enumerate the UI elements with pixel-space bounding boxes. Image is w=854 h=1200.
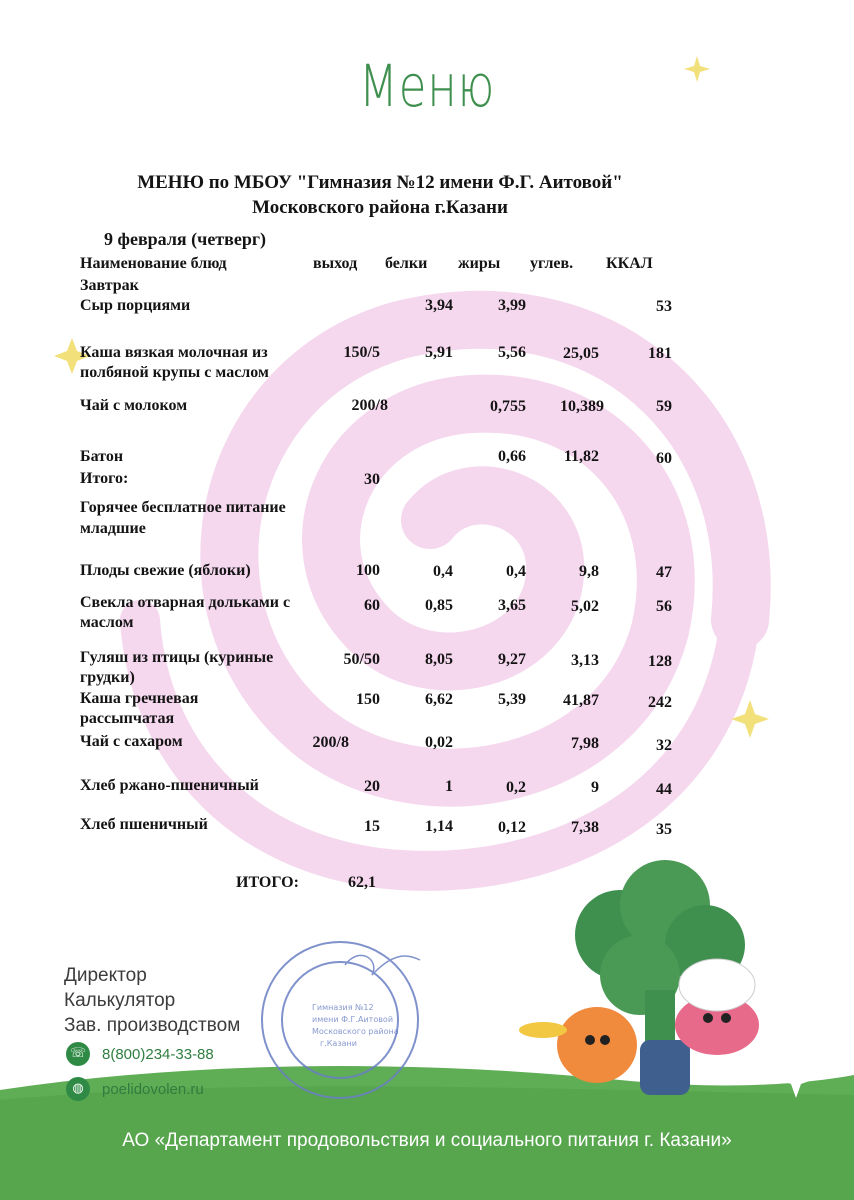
svg-text:Московского района: Московского района bbox=[312, 1027, 399, 1036]
header-protein: белки bbox=[385, 255, 428, 272]
dish-carbs: 10,389 bbox=[560, 398, 604, 415]
dish-carbs: 9 bbox=[591, 779, 599, 796]
dish-carbs: 7,98 bbox=[571, 735, 599, 752]
dish-fat: 9,27 bbox=[498, 651, 526, 668]
globe-icon: ◍ bbox=[66, 1077, 90, 1101]
svg-text:г.Казани: г.Казани bbox=[320, 1039, 357, 1048]
dish-kcal: 56 bbox=[656, 598, 672, 615]
dish-kcal: 44 bbox=[656, 781, 672, 798]
dish-name: Свекла отварная дольками с bbox=[80, 594, 291, 611]
dish-fat: 3,65 bbox=[498, 597, 526, 614]
section-lunch: Горячее бесплатное питание bbox=[80, 499, 286, 516]
dish-protein: 8,05 bbox=[425, 651, 453, 668]
dish-kcal: 53 bbox=[656, 298, 672, 315]
dish-output: 150 bbox=[356, 691, 380, 708]
dish-carbs: 41,87 bbox=[563, 692, 599, 709]
dish-carbs: 5,02 bbox=[571, 598, 599, 615]
contact-phone[interactable]: 8(800)234-33-88 bbox=[102, 1046, 214, 1063]
dish-fat: 0,2 bbox=[506, 779, 526, 796]
dish-carbs: 9,8 bbox=[579, 563, 599, 580]
dish-output: 150/5 bbox=[343, 344, 380, 361]
company-name: АО «Департамент продовольствия и социального питания г. Казани» bbox=[122, 1130, 732, 1151]
dish-kcal: 47 bbox=[656, 564, 672, 581]
dish-protein: 5,91 bbox=[425, 344, 453, 361]
dish-fat: 0,66 bbox=[498, 448, 526, 465]
dish-protein: 0,4 bbox=[433, 563, 453, 580]
grand-total-label: ИТОГО: bbox=[236, 874, 299, 891]
dish-name: Батон bbox=[80, 448, 124, 465]
dish-name-cont: полбяной крупы с маслом bbox=[80, 364, 269, 381]
dish-name: Чай с молоком bbox=[80, 397, 188, 414]
dish-carbs: 25,05 bbox=[563, 345, 599, 362]
contact-website[interactable]: poelidovolen.ru bbox=[102, 1081, 204, 1098]
dish-protein: 0,85 bbox=[425, 597, 453, 614]
dish-name-cont: грудки) bbox=[80, 669, 135, 686]
dish-kcal: 181 bbox=[648, 345, 672, 362]
dish-protein: 1,14 bbox=[425, 818, 453, 835]
dish-kcal: 60 bbox=[656, 450, 672, 467]
dish-kcal: 242 bbox=[648, 694, 672, 711]
dish-protein: 0,02 bbox=[425, 734, 453, 751]
dish-output: 100 bbox=[356, 562, 380, 579]
header-fat: жиры bbox=[458, 255, 501, 272]
header-dish-name: Наименование блюд bbox=[80, 255, 227, 272]
phone-icon: ☏ bbox=[66, 1042, 90, 1066]
svg-text:Гимназия №12: Гимназия №12 bbox=[312, 1003, 374, 1012]
dish-fat: 0,755 bbox=[490, 398, 526, 415]
dish-fat: 5,56 bbox=[498, 344, 526, 361]
dish-fat: 0,12 bbox=[498, 819, 526, 836]
dish-kcal: 128 bbox=[648, 653, 672, 670]
dish-name: Гуляш из птицы (куриные bbox=[80, 649, 274, 666]
dish-protein: 6,62 bbox=[425, 691, 453, 708]
menu-heading: МЕНЮ по МБОУ "Гимназия №12 имени Ф.Г. Аитовой" bbox=[137, 172, 623, 193]
dish-fat: 5,39 bbox=[498, 691, 526, 708]
dish-kcal: 32 bbox=[656, 737, 672, 754]
section-lunch-group: младшие bbox=[80, 520, 146, 537]
dish-name: Чай с сахаром bbox=[80, 733, 183, 750]
dish-fat: 3,99 bbox=[498, 297, 526, 314]
svg-text:имени Ф.Г.Аитовой: имени Ф.Г.Аитовой bbox=[312, 1015, 394, 1024]
dish-carbs: 7,38 bbox=[571, 819, 599, 836]
vegetable-mascots-illustration bbox=[519, 860, 759, 1095]
subtotal-value: 30 bbox=[364, 471, 380, 488]
page-title-script: Меню bbox=[358, 52, 496, 120]
header-carbs: углев. bbox=[530, 255, 574, 272]
dish-carbs: 11,82 bbox=[563, 448, 599, 465]
role-calculator: Калькулятор bbox=[64, 990, 176, 1011]
dish-output: 15 bbox=[364, 818, 380, 835]
dish-output: 20 bbox=[364, 778, 380, 795]
dish-kcal: 35 bbox=[656, 821, 672, 838]
dish-name-cont: рассыпчатая bbox=[80, 710, 175, 727]
role-production-head: Зав. производством bbox=[64, 1015, 241, 1036]
dish-output: 50/50 bbox=[343, 651, 380, 668]
header-output: выход bbox=[313, 255, 358, 272]
dish-name: Хлеб пшеничный bbox=[80, 816, 208, 833]
header-kcal: ККАЛ bbox=[606, 255, 653, 272]
dish-output: 60 bbox=[364, 597, 380, 614]
dish-name: Каша вязкая молочная из bbox=[80, 344, 268, 361]
dish-fat: 0,4 bbox=[506, 563, 526, 580]
menu-date: 9 февраля (четверг) bbox=[104, 229, 267, 249]
dish-output: 200/8 bbox=[312, 734, 349, 751]
dish-name: Каша гречневая bbox=[80, 690, 199, 707]
dish-name-cont: маслом bbox=[80, 614, 134, 631]
dish-name: Хлеб ржано-пшеничный bbox=[80, 777, 259, 794]
dish-kcal: 59 bbox=[656, 398, 672, 415]
section-breakfast: Завтрак bbox=[80, 277, 139, 294]
menu-heading-district: Московского района г.Казани bbox=[252, 197, 508, 218]
role-director: Директор bbox=[64, 965, 147, 986]
dish-output: 200/8 bbox=[351, 397, 388, 414]
dish-protein: 3,94 bbox=[425, 297, 453, 314]
grand-total-value: 62,1 bbox=[348, 874, 376, 891]
dish-name: Плоды свежие (яблоки) bbox=[80, 562, 251, 579]
dish-carbs: 3,13 bbox=[571, 652, 599, 669]
subtotal-label: Итого: bbox=[80, 470, 129, 487]
dish-name: Сыр порциями bbox=[80, 297, 191, 314]
dish-protein: 1 bbox=[445, 778, 453, 795]
